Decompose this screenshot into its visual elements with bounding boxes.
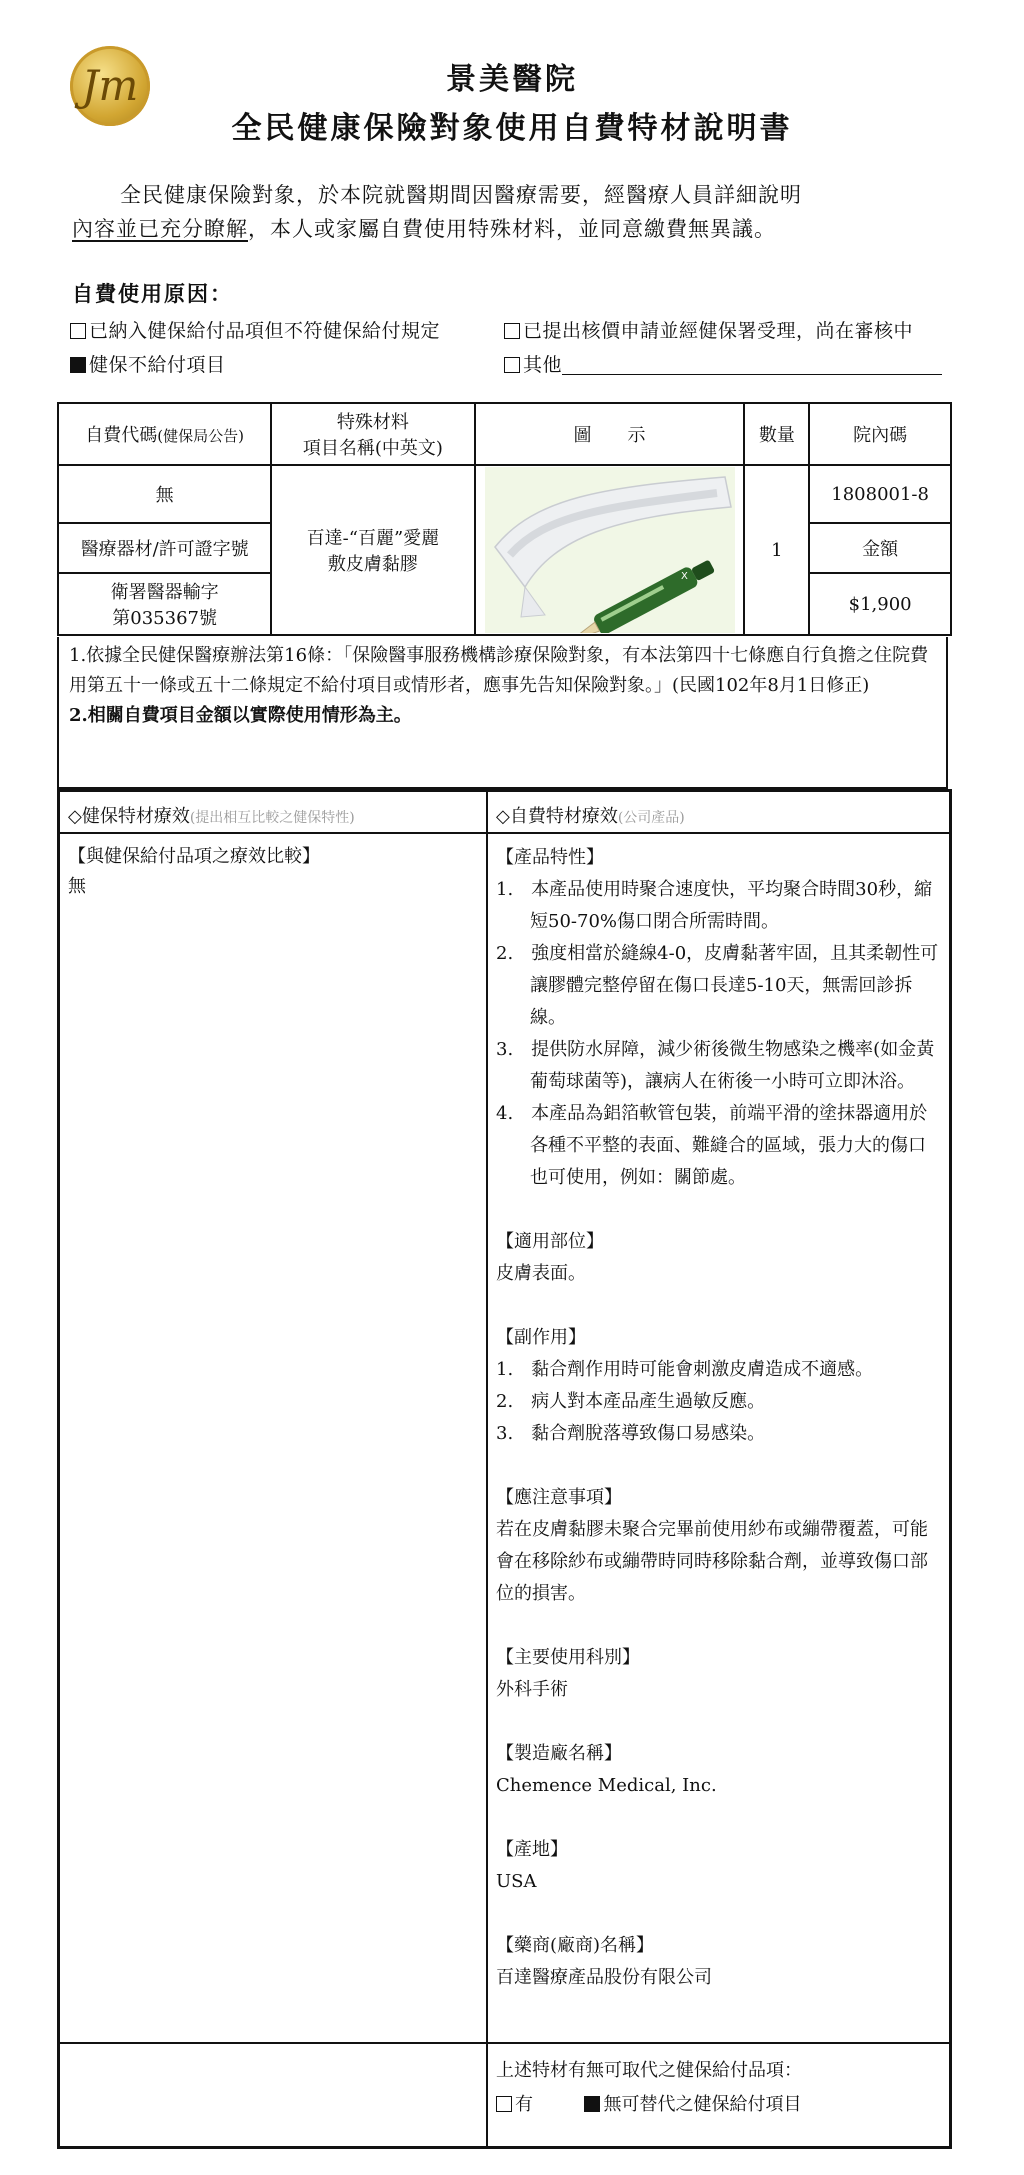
reason-option-4[interactable] <box>504 350 942 377</box>
document-title: 全民健康保險對象使用自費特材說明書 <box>231 111 793 146</box>
checkbox-icon[interactable] <box>70 323 86 339</box>
intro-paragraph <box>72 178 962 246</box>
header-internal-code: 院內碼 <box>809 403 951 465</box>
vendor-title: 【藥商(廠商)名稱】 <box>496 1935 655 1956</box>
left-column-header: ◇健保特材療效(提出相互比較之健保特性) <box>68 806 355 827</box>
department-value: 外科手術 <box>496 1679 568 1700</box>
amount-label: 金額 <box>809 523 951 573</box>
list-item: 1. 黏合劑作用時可能會刺激皮膚造成不適感。 <box>496 1359 874 1380</box>
header-name: 特殊材料 項目名稱(中英文) <box>271 403 474 465</box>
department-title: 【主要使用科別】 <box>496 1647 640 1668</box>
logo-letters: Jm <box>81 61 139 110</box>
substitute-question-text: 上述特材有無可取代之健保給付品項： <box>496 2060 802 2081</box>
side-effects-list <box>496 1354 941 1450</box>
list-item: 4. 本產品為鋁箔軟管包裝，前端平滑的塗抹器適用於各種不平整的表面、難縫合的區域，張力大的傷口也可使用，例如：關節處。 <box>496 1103 928 1188</box>
features-list <box>496 874 941 1194</box>
caution-value: 若在皮膚黏膠未聚合完畢前使用紗布或繃帶覆蓋，可能會在移除紗布或繃帶時同時移除黏合劑，並導致傷口部位的損害。 <box>496 1519 928 1604</box>
list-item: 3. 黏合劑脫落導致傷口易感染。 <box>496 1423 766 1444</box>
list-item: 2. 強度相當於縫線4-0，皮膚黏著牢固，且其柔韌性可讓膠體完整停留在傷口長達5-10天，無需回診拆線。 <box>496 943 939 1028</box>
reason-option-2[interactable] <box>504 316 913 343</box>
header-divider <box>60 832 949 834</box>
caution-title: 【應注意事項】 <box>496 1487 622 1508</box>
code-value: 無 <box>58 465 271 523</box>
site-title: 【適用部位】 <box>496 1231 604 1252</box>
substitute-question <box>496 2054 941 2122</box>
checkbox-icon[interactable] <box>496 2096 512 2112</box>
substitute-option-no[interactable]: 無可替代之健保給付項目 <box>584 2094 801 2115</box>
vendor-value: 百達醫療產品股份有限公司 <box>496 1967 712 1988</box>
skin-adhesive-product-image <box>485 467 735 633</box>
product-name: 百達-“百麗”愛麗 敷皮膚黏膠 <box>271 465 474 635</box>
intro-underlined-text: 內容並已充分瞭解 <box>72 217 248 241</box>
compare-title: 【與健保給付品項之療效比較】 <box>68 846 320 867</box>
reason-option-3[interactable] <box>70 350 226 377</box>
side-effects-title: 【副作用】 <box>496 1327 586 1348</box>
reason-option-4-label: 其他 <box>523 354 563 376</box>
manufacturer-value: Chemence Medical, Inc. <box>496 1775 717 1796</box>
material-table <box>57 402 952 636</box>
license-number: 衛署醫器輸字 第035367號 <box>58 573 271 635</box>
notes-box <box>57 637 948 789</box>
checkbox-icon[interactable] <box>504 357 520 373</box>
hospital-name: 景美醫院 <box>446 62 578 97</box>
origin-value: USA <box>496 1871 537 1892</box>
checkbox-checked-icon[interactable] <box>70 357 86 373</box>
manufacturer-title: 【製造廠名稱】 <box>496 1743 622 1764</box>
license-label: 醫療器材/許可證字號 <box>58 523 271 573</box>
header-code: 自費代碼(健保局公告) <box>58 403 271 465</box>
other-fill-line[interactable] <box>562 354 942 375</box>
reason-option-2-label: 已提出核價申請並經健保署受理，尚在審核中 <box>523 320 914 342</box>
left-column-content <box>68 842 478 902</box>
footer-divider <box>60 2042 949 2044</box>
amount-value: $1,900 <box>809 573 951 635</box>
note-1: 1.依據全民健保醫療辦法第16條：「保險醫事服務機構診療保險對象，有本法第四十七條應自行負擔之住院費用第五十一條或五十二條規定不給付項目或情形者，應事先告知保險對象。」(民國102年8月1日修正) <box>69 645 929 696</box>
list-item: 3. 提供防水屏障，減少術後微生物感染之機率(如金黃葡萄球菌等)，讓病人在術後一小時可立即沐浴。 <box>496 1039 935 1092</box>
compare-value: 無 <box>68 876 86 897</box>
substitute-option-yes[interactable]: 有 <box>496 2094 533 2115</box>
substitute-options <box>496 2088 941 2122</box>
reason-option-1-label: 已納入健保給付品項但不符健保給付規定 <box>89 320 441 342</box>
column-divider <box>486 792 488 2146</box>
header-image: 圖 示 <box>475 403 745 465</box>
intro-line-1: 全民健康保險對象，於本院就醫期間因醫療需要，經醫療人員詳細說明 <box>120 183 802 207</box>
reason-option-3-label: 健保不給付項目 <box>89 354 226 376</box>
product-image-cell <box>475 465 745 635</box>
note-2: 2.相關自費項目金額以實際使用情形為主。 <box>69 705 412 726</box>
header-quantity: 數量 <box>744 403 809 465</box>
checkbox-checked-icon[interactable] <box>584 2096 600 2112</box>
features-title: 【產品特性】 <box>496 847 604 868</box>
quantity-value: 1 <box>744 465 809 635</box>
list-item: 2. 病人對本產品產生過敏反應。 <box>496 1391 766 1412</box>
right-column-content <box>496 842 941 1994</box>
reason-option-1[interactable] <box>70 316 440 343</box>
checkbox-icon[interactable] <box>504 323 520 339</box>
svg-text:X: X <box>680 571 688 582</box>
intro-line-2 <box>72 212 962 246</box>
right-column-header: ◇自費特材療效(公司產品) <box>496 806 685 827</box>
site-value: 皮膚表面。 <box>496 1263 586 1284</box>
efficacy-comparison-box <box>57 789 952 2149</box>
internal-code-value: 1808001-8 <box>809 465 951 523</box>
list-item: 1. 本產品使用時聚合速度快，平均聚合時間30秒，縮短50-70%傷口閉合所需時間。 <box>496 879 933 932</box>
intro-line-2-rest: ，本人或家屬自費使用特殊材料，並同意繳費無異議。 <box>248 217 776 241</box>
reason-heading: 自費使用原因： <box>72 281 233 306</box>
origin-title: 【產地】 <box>496 1839 568 1860</box>
